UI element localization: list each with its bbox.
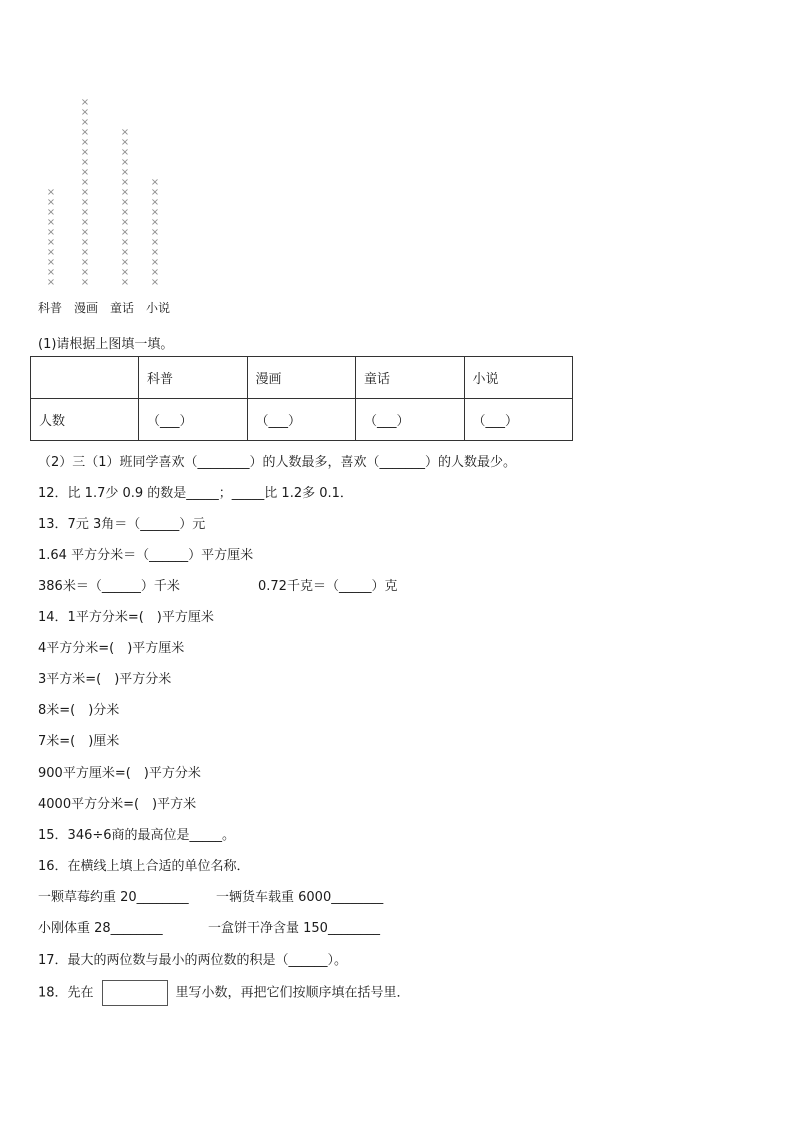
pictograph-mark: × — [120, 177, 130, 188]
pictograph-mark: × — [80, 117, 90, 128]
q18-after: 里写小数，再把它们按顺序填在括号里． — [175, 985, 410, 1001]
decimal-input-box[interactable] — [102, 980, 168, 1006]
pictograph-mark: × — [80, 177, 90, 188]
q16-title: 16．在横线上填上合适的单位名称． — [38, 859, 250, 874]
table-cell: 漫画 — [247, 357, 356, 399]
pictograph-mark: × — [80, 237, 90, 248]
pictograph-chart — [36, 88, 196, 288]
pictograph-mark: × — [120, 247, 130, 258]
q15: 15．346÷6商的最高位是_____。 — [38, 828, 236, 843]
answer-blank[interactable]: （___） — [247, 399, 356, 441]
q16-d: 一盒饼干净含量 150________ — [208, 921, 380, 936]
pictograph-mark: × — [80, 127, 90, 138]
answer-blank[interactable]: （___） — [139, 399, 248, 441]
pictograph-mark: × — [80, 277, 90, 288]
pictograph-mark: × — [120, 137, 130, 148]
q14-line: 900平方厘米=( )平方分米 — [38, 766, 201, 781]
pictograph-mark: × — [80, 217, 90, 228]
pictograph-mark: × — [80, 167, 90, 178]
q14-line: 3平方米=( )平方分米 — [38, 672, 172, 687]
pictograph-mark: × — [150, 247, 160, 258]
table-cell — [31, 357, 139, 399]
q13-c: 386米＝（______）千米 — [38, 579, 180, 594]
pictograph-mark: × — [120, 187, 130, 198]
pictograph-mark: × — [80, 257, 90, 268]
pictograph-mark: × — [80, 157, 90, 168]
table-row — [31, 399, 573, 441]
pictograph-mark: × — [80, 207, 90, 218]
table-header-row — [31, 357, 573, 399]
table-row-label: 人数 — [31, 399, 139, 441]
category-label: 小说 — [146, 301, 171, 315]
pictograph-mark: × — [46, 257, 56, 268]
q11-part2: （2）三（1）班同学喜欢（________）的人数最多，喜欢（_______）的人数最少。 — [38, 455, 517, 470]
q13-b: 1.64 平方分米＝（______）平方厘米 — [38, 548, 254, 563]
pictograph-column-tonghua — [118, 128, 132, 288]
pictograph-mark: × — [80, 137, 90, 148]
q16-b: 一辆货车载重 6000________ — [216, 890, 384, 905]
q14-line: 4000平方分米=( )平方米 — [38, 797, 197, 812]
pictograph-mark: × — [120, 227, 130, 238]
table-cell: 童话 — [356, 357, 465, 399]
pictograph-mark: × — [150, 197, 160, 208]
pictograph-mark: × — [80, 107, 90, 118]
pictograph-mark: × — [120, 217, 130, 228]
pictograph-mark: × — [46, 187, 56, 198]
pictograph-mark: × — [150, 257, 160, 268]
pictograph-mark: × — [80, 267, 90, 278]
q14-line: 4平方分米=( )平方厘米 — [38, 641, 185, 656]
pictograph-mark: × — [80, 227, 90, 238]
q13-d: 0.72千克＝（_____）克 — [258, 579, 398, 594]
pictograph-mark: × — [150, 227, 160, 238]
pictograph-mark: × — [120, 207, 130, 218]
pictograph-mark: × — [46, 227, 56, 238]
pictograph-column-xiaoshuo — [148, 178, 162, 288]
q18-before: 18．先在 — [38, 985, 94, 1001]
table-cell: 科普 — [139, 357, 248, 399]
pictograph-mark: × — [120, 197, 130, 208]
pictograph-mark: × — [120, 157, 130, 168]
answer-blank[interactable]: （___） — [464, 399, 573, 441]
pictograph-mark: × — [46, 247, 56, 258]
pictograph-mark: × — [150, 187, 160, 198]
pictograph-mark: × — [46, 237, 56, 248]
q14-line: 14．1平方分米=( )平方厘米 — [38, 610, 214, 625]
pictograph-mark: × — [120, 277, 130, 288]
pictograph-mark: × — [80, 147, 90, 158]
q11-part1: (1)请根据上图填一填。 — [38, 337, 174, 352]
pictograph-mark: × — [80, 247, 90, 258]
pictograph-mark: × — [46, 217, 56, 228]
pictograph-mark: × — [80, 197, 90, 208]
q16-a: 一颗草莓约重 20________ — [38, 890, 189, 905]
pictograph-mark: × — [120, 267, 130, 278]
q16-c: 小刚体重 28________ — [38, 921, 163, 936]
pictograph-mark: × — [120, 237, 130, 248]
pictograph-mark: × — [80, 97, 90, 108]
pictograph-mark: × — [46, 207, 56, 218]
category-label: 童话 — [110, 301, 135, 315]
pictograph-mark: × — [120, 167, 130, 178]
pictograph-column-kepu — [44, 188, 58, 288]
pictograph-column-manhua — [78, 98, 92, 288]
pictograph-mark: × — [120, 147, 130, 158]
pictograph-mark: × — [150, 277, 160, 288]
pictograph-mark: × — [80, 187, 90, 198]
q17: 17．最大的两位数与最小的两位数的积是（______）。 — [38, 953, 348, 968]
q12: 12．比 1.7少 0.9 的数是_____；_____比 1.2多 0.1． — [38, 486, 353, 501]
pictograph-mark: × — [120, 127, 130, 138]
pictograph-mark: × — [150, 177, 160, 188]
pictograph-mark: × — [46, 197, 56, 208]
count-table — [30, 356, 573, 441]
pictograph-mark: × — [150, 217, 160, 228]
q14-line: 8米=( )分米 — [38, 703, 120, 718]
answer-blank[interactable]: （___） — [356, 399, 465, 441]
q18 — [38, 980, 410, 1007]
pictograph-mark: × — [46, 267, 56, 278]
category-label: 科普 — [38, 301, 63, 315]
category-label: 漫画 — [74, 301, 99, 315]
q14-line: 7米=( )厘米 — [38, 734, 120, 749]
pictograph-mark: × — [150, 207, 160, 218]
pictograph-mark: × — [150, 267, 160, 278]
pictograph-mark: × — [150, 237, 160, 248]
table-cell: 小说 — [464, 357, 573, 399]
q13-a: 13．7元 3角＝（______）元 — [38, 517, 206, 532]
pictograph-mark: × — [46, 277, 56, 288]
pictograph-mark: × — [120, 257, 130, 268]
